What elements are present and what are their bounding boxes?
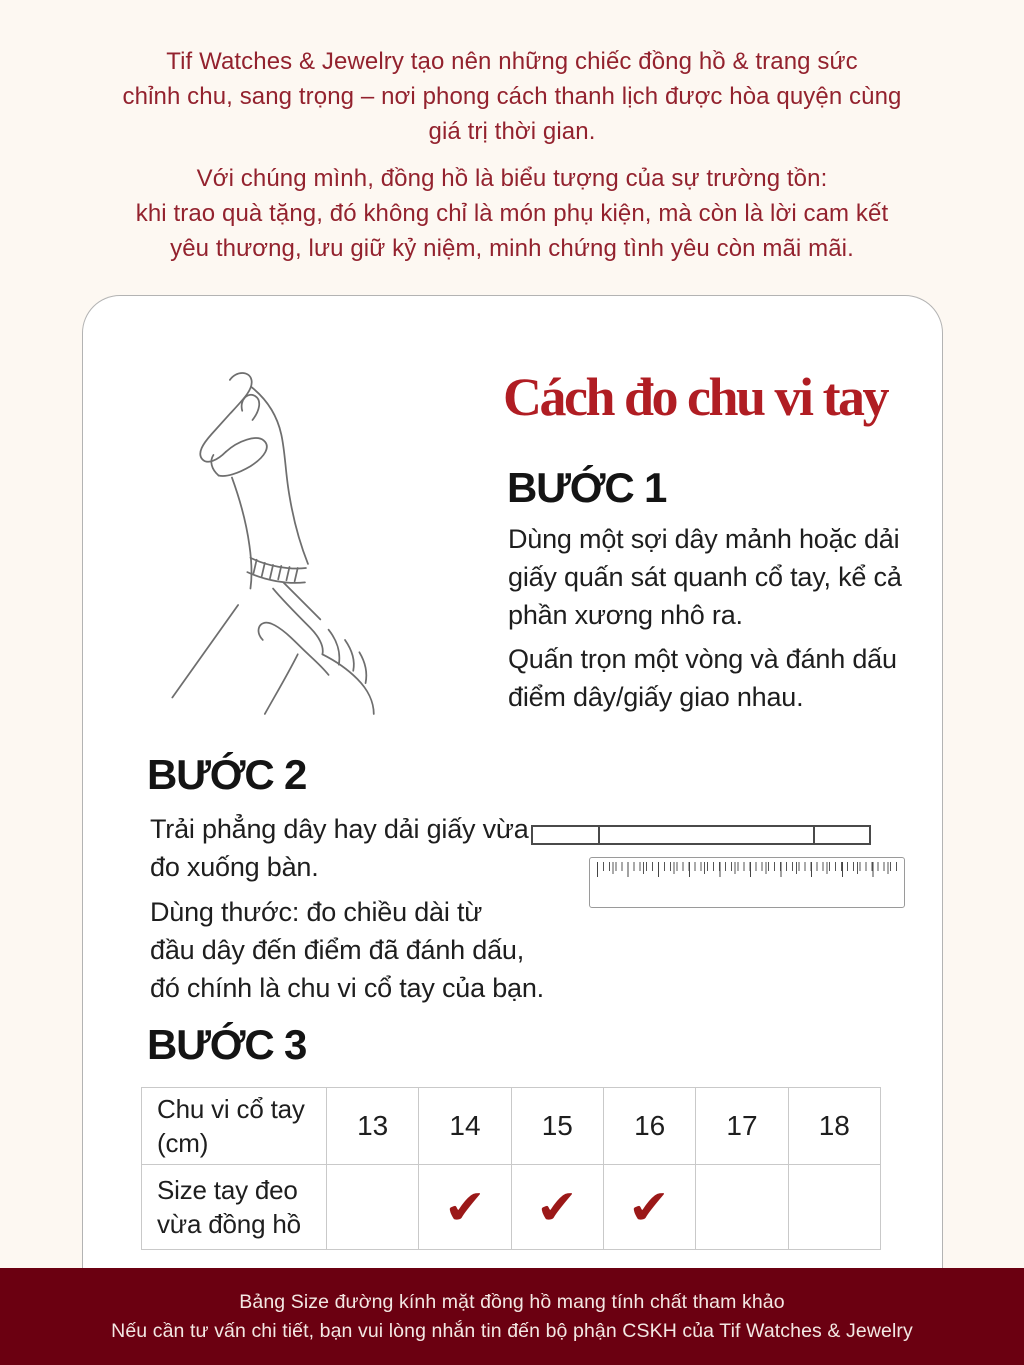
step-2-paragraph-1 [150, 810, 529, 886]
check-icon: ✔ [533, 1178, 581, 1236]
strip-mark [598, 827, 600, 843]
size-cells [326, 1088, 880, 1164]
measuring-guide-card [82, 295, 943, 1268]
text-line: chỉnh chu, sang trọng – nơi phong cách thanh lịch được hòa quyện cùng [122, 83, 902, 110]
step-2-heading: BƯỚC 2 [147, 751, 307, 798]
text-line: giá trị thời gian. [428, 118, 596, 145]
table-row-circumference [142, 1088, 880, 1164]
card-title: Cách đo chu vi tay [503, 367, 888, 427]
text-line: Quấn trọn một vòng và đánh dấu [508, 644, 897, 674]
text-line: Size tay đeo [157, 1175, 298, 1205]
fit-label [142, 1165, 326, 1249]
wrist-size-18: 18 [788, 1088, 880, 1164]
text-line: Chu vi cổ tay [157, 1094, 305, 1124]
text-line: giấy quấn sát quanh cổ tay, kể cả [508, 562, 902, 592]
hand-wrist-illustration [143, 346, 473, 716]
text-line: vừa đồng hồ [157, 1209, 301, 1239]
table-row-fit [142, 1164, 880, 1249]
text-line: đầu dây đến điểm đã đánh dấu, [150, 935, 525, 965]
intro-paragraph-1 [0, 44, 1024, 149]
text-line: yêu thương, lưu giữ kỷ niệm, minh chứng tình yêu còn mãi mãi. [170, 235, 854, 262]
ruler-ticks-large [597, 862, 897, 877]
footer [0, 1268, 1024, 1365]
fit-cell-checked [511, 1165, 603, 1249]
wrist-size-13: 13 [326, 1088, 418, 1164]
text-line: Với chúng mình, đồng hồ là biểu tượng của sự trường tồn: [196, 165, 828, 192]
fit-cell-checked [418, 1165, 510, 1249]
size-table [141, 1087, 881, 1250]
text-line: đó chính là chu vi cổ tay của bạn. [150, 973, 544, 1003]
check-icon: ✔ [441, 1178, 489, 1236]
text-line: Dùng thước: đo chiều dài từ [150, 897, 483, 927]
footer-line-1: Bảng Size đường kính mặt đồng hồ mang tính chất tham khảo [239, 1291, 785, 1313]
fit-cell-empty [695, 1165, 787, 1249]
wrist-size-16: 16 [603, 1088, 695, 1164]
step-1-heading: BƯỚC 1 [507, 464, 667, 511]
check-icon: ✔ [626, 1178, 674, 1236]
wrist-size-14: 14 [418, 1088, 510, 1164]
fit-cell-empty [326, 1165, 418, 1249]
wrist-size-15: 15 [511, 1088, 603, 1164]
step-2-paragraph-2 [150, 893, 544, 1007]
text-line: điểm dây/giấy giao nhau. [508, 682, 804, 712]
text-line: Tif Watches & Jewelry tạo nên những chiếc đồng hồ & trang sức [166, 48, 858, 75]
text-line: khi trao quà tặng, đó không chỉ là món phụ kiện, mà còn là lời cam kết [135, 200, 889, 227]
text-line: phần xương nhô ra. [508, 600, 743, 630]
text-line: Trải phẳng dây hay dải giấy vừa [150, 814, 529, 844]
step-1-paragraph-1 [508, 520, 902, 634]
text-line: (cm) [157, 1128, 209, 1158]
measuring-strip-illustration [531, 825, 871, 845]
footer-line-2: Nếu cần tư vấn chi tiết, bạn vui lòng nhắn tin đến bộ phận CSKH của Tif Watches & Jewelry [111, 1320, 913, 1342]
step-3-heading: BƯỚC 3 [147, 1021, 307, 1068]
intro-paragraph-2 [0, 161, 1024, 266]
wrist-size-17: 17 [695, 1088, 787, 1164]
text-line: Dùng một sợi dây mảnh hoặc dải [508, 524, 900, 554]
step-1-paragraph-2 [508, 640, 897, 716]
fit-cell-checked [603, 1165, 695, 1249]
text-line: đo xuống bàn. [150, 852, 319, 882]
strip-mark [813, 827, 815, 843]
ruler-illustration [589, 857, 905, 908]
check-cells [326, 1165, 880, 1249]
fit-cell-empty [788, 1165, 880, 1249]
circumference-label [142, 1088, 326, 1164]
